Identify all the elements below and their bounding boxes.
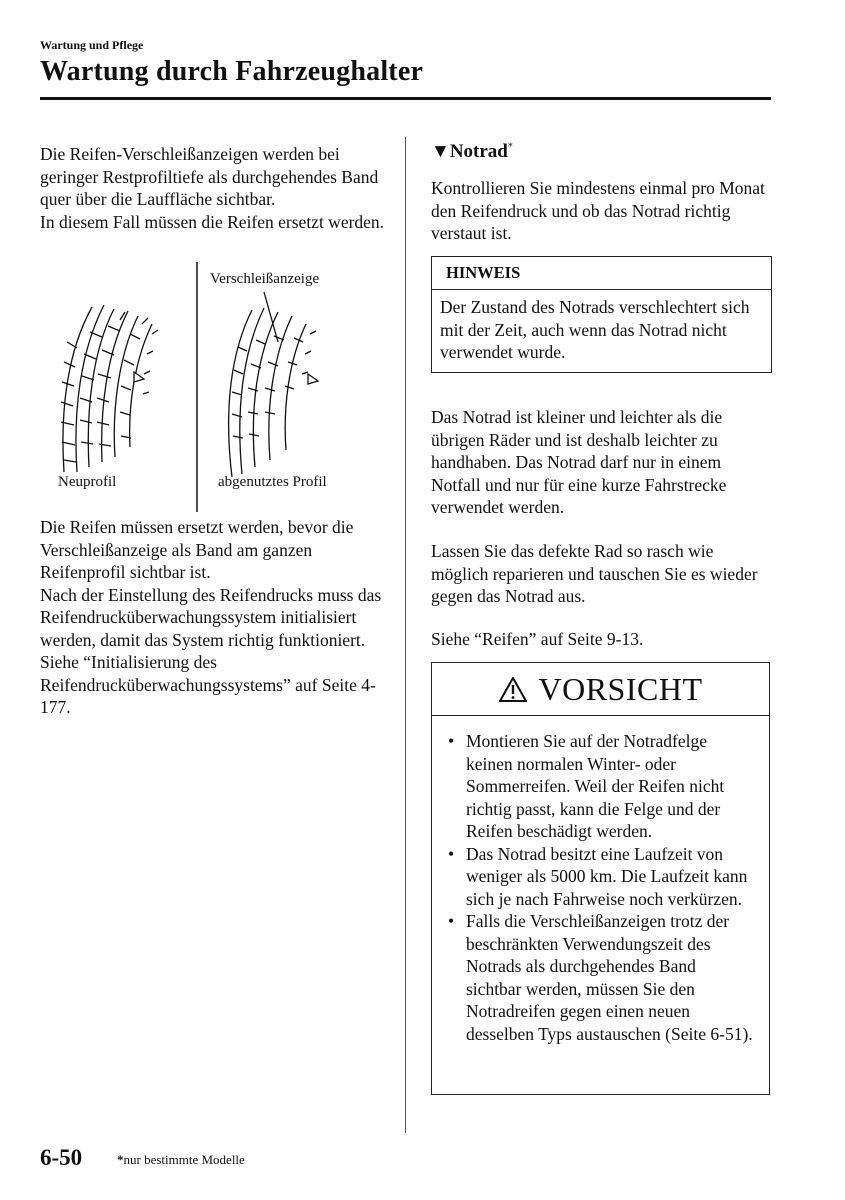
notrad-paragraph-4: Siehe “Reifen” auf Seite 9-13. [431, 629, 644, 649]
new-tread-drawing [61, 305, 158, 472]
section-label: Wartung und Pflege [40, 38, 144, 52]
list-item [448, 730, 755, 843]
vorsicht-box [431, 662, 770, 1095]
worn-tread-drawing [229, 292, 318, 477]
tire-wear-intro: Die Reifen-Verschleißanzeigen werden bei geringer Restprofiltiefe als durchgehendes Band quer über die Lauffläche sichtbar. In diesem Fall müssen die Reifen ersetzt werden. [40, 144, 385, 232]
list-item [448, 910, 755, 1045]
footnote [117, 1152, 245, 1168]
list-item-text: Falls die Verschleißanzeigen trotz der beschränkten Verwendungszeit des Notrads als durchgehendes Band sichtbar werden, müssen Sie den Notradreifen gegen einen neuen desselben Typs austauschen (Seite 6-51). [466, 911, 753, 1044]
bullet: • [448, 731, 455, 751]
list-item [448, 843, 755, 911]
tire-replacement-text: Die Reifen müssen ersetzt werden, bevor die Verschleißanzeige als Band am ganzen Reifenprofil sichtbar ist. Nach der Einstellung des Reifendrucks muss das Reifendrucküberwachungssystem initialisiert werden, damit das System richtig funktioniert. Siehe “Initialisierung des Reifendrucküberwachungssystems” auf Seite 4-177. [40, 517, 382, 717]
warning-triangle-icon [498, 676, 528, 703]
page-number: 6-50 [40, 1145, 83, 1170]
notrad-paragraph-1: Kontrollieren Sie mindestens einmal pro Monat den Reifendruck und ob das Notrad richtig verstaut ist. [431, 178, 765, 243]
page-title: Wartung durch Fahrzeughalter [40, 56, 424, 87]
notrad-heading [431, 141, 513, 163]
notrad-paragraph-2: Das Notrad ist kleiner und leichter als die übrigen Räder und ist deshalb leichter zu handhaben. Das Notrad darf nur in einem Notfall und nur für eine kurze Fahrstrecke verwendet werden. [431, 407, 727, 517]
bullet: • [448, 843, 455, 864]
worn-tread-label: abgenutztes Profil [218, 474, 327, 490]
list-item-text: Das Notrad besitzt eine Laufzeit von weniger als 5000 km. Die Laufzeit kann sich je nach Fahrweise noch verkürzen. [466, 843, 748, 909]
bullet: • [448, 911, 455, 931]
notrad-heading-text: Notrad [449, 141, 508, 162]
footnote-mark: * [117, 1152, 124, 1167]
vorsicht-header [432, 663, 769, 716]
tire-tread-figure [42, 262, 392, 512]
column-divider [405, 137, 406, 1133]
wear-indicator-label: Verschleißanzeige [210, 271, 320, 287]
hinweis-title: HINWEIS [432, 257, 771, 290]
footnote-text: nur bestimmte Modelle [123, 1152, 245, 1167]
list-item-text: Montieren Sie auf der Notradfelge keinen normalen Winter- oder Sommerreifen. Weil der Reifen nicht richtig passt, kann die Felge und der Reifen beschädigt werden. [466, 731, 725, 841]
new-tread-label: Neuprofil [58, 474, 117, 490]
vorsicht-title: VORSICHT [538, 670, 703, 707]
footnote-marker: * [507, 141, 513, 153]
hinweis-box [431, 256, 772, 373]
hinweis-text: Der Zustand des Notrads verschlechtert sich mit der Zeit, auch wenn das Notrad nicht verwendet wurde. [440, 297, 750, 362]
title-rule [40, 97, 771, 100]
notrad-paragraph-3: Lassen Sie das defekte Rad so rasch wie möglich reparieren und tauschen Sie es wieder gegen das Notrad aus. [431, 541, 758, 606]
triangle-down-icon: ▼ [431, 141, 450, 162]
vorsicht-list [432, 716, 769, 1045]
